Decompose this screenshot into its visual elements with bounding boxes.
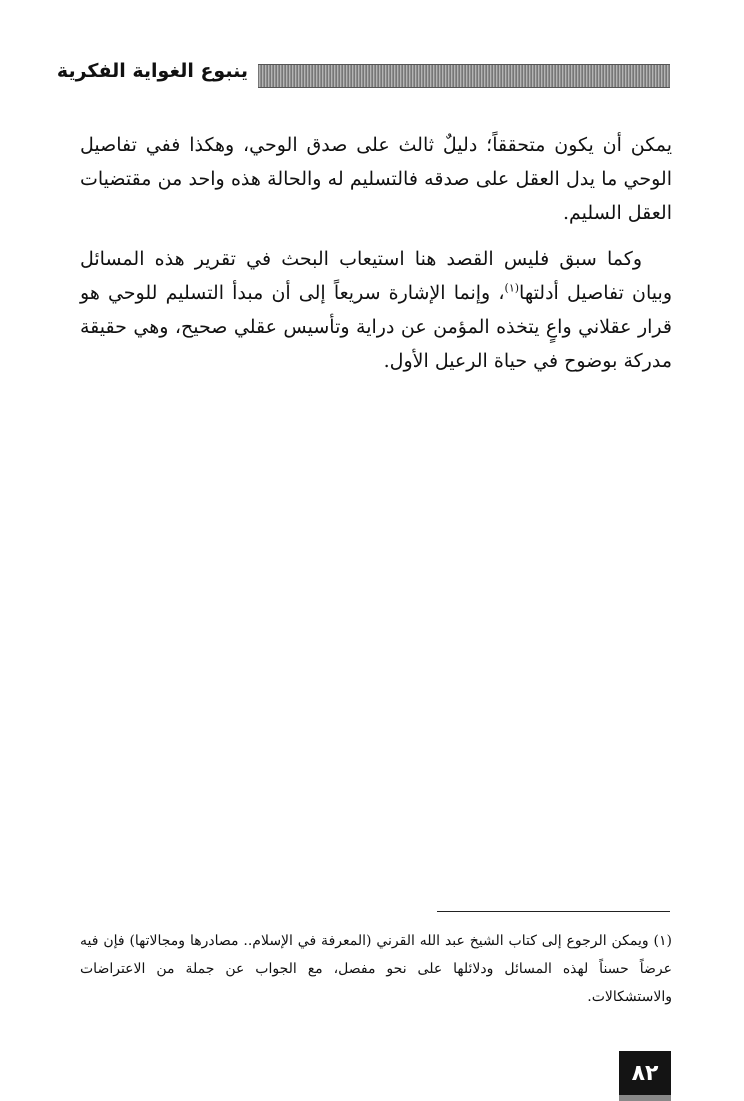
paragraph-2-part-2: ، وإنما الإشارة سريعاً إلى أن مبدأ التسليم للوحي هو قرار عقلاني واعٍ يتخذه المؤمن عن دراية وتأسيس عقلي صحيح، وهي حقيقة مدركة بوضوح في حياة الرعيل الأول. [80, 282, 672, 372]
paragraph-2-part-1: وكما سبق فليس القصد هنا استيعاب البحث في تقرير هذه المسائل وبيان تفاصيل أدلتها [80, 248, 672, 304]
paragraph-1: يمكن أن يكون متحققاً؛ دليلٌ ثالث على صدق الوحي، وهكذا ففي تفاصيل الوحي ما يدل العقل على صدقه فالتسليم له والحالة هذه واحد من مقتضيات العقل السليم. [80, 134, 672, 224]
running-header [56, 58, 670, 92]
header-decorative-bar [258, 64, 670, 88]
footnote-separator [437, 911, 670, 912]
page-number: ٨٢ [631, 1060, 659, 1086]
footnote-reference: (١) [504, 281, 520, 295]
page-number-badge [619, 1051, 671, 1101]
running-header-title: ينبوع الغواية الفكرية [56, 60, 248, 82]
main-text [80, 128, 672, 390]
footnote: (١) ويمكن الرجوع إلى كتاب الشيخ عبد الله القرني (المعرفة في الإسلام.. مصادرها ومجالاتها) فإن فيه عرضاً حسناً لهذه المسائل ودلائلها على نحو مفصل، مع الجواب عن جملة من الاعتراضات والاستشكالات. [80, 933, 672, 1005]
paragraph-2 [80, 242, 672, 378]
